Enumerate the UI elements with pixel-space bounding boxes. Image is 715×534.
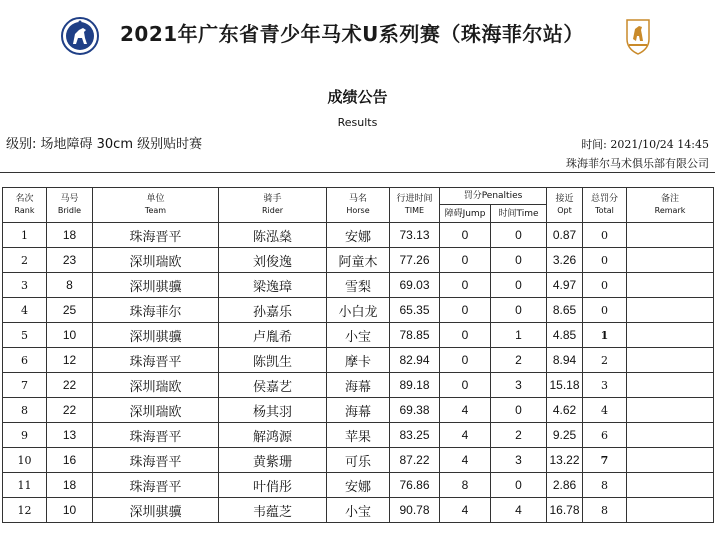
cell-time: 69.03: [390, 273, 440, 298]
cell-bridle: 18: [47, 223, 93, 248]
cell-opt: 0.87: [547, 223, 583, 248]
cell-time: 69.38: [390, 398, 440, 423]
cell-total: 0: [583, 223, 627, 248]
organizer: 珠海菲尔马术俱乐部有限公司: [566, 157, 709, 170]
cell-time: 65.35: [390, 298, 440, 323]
cell-horse: 小宝: [327, 323, 390, 348]
cell-tpen: 1: [491, 323, 547, 348]
cell-jump: 4: [440, 423, 491, 448]
cell-rider: 叶俏彤: [219, 473, 327, 498]
cell-total: 0: [583, 298, 627, 323]
cell-rank: 9: [3, 423, 47, 448]
header-opt: 接近 Opt: [547, 188, 583, 223]
header-bridle: 马号 Bridle: [47, 188, 93, 223]
cell-remark: [627, 298, 714, 323]
cell-rider: 解鸿源: [219, 423, 327, 448]
cell-time: 77.26: [390, 248, 440, 273]
cell-horse: 小宝: [327, 498, 390, 523]
header-penalties: 罚分Penalties: [440, 188, 547, 205]
cell-total: 4: [583, 398, 627, 423]
cell-opt: 2.86: [547, 473, 583, 498]
cell-tpen: 0: [491, 473, 547, 498]
cell-team: 珠海菲尔: [93, 298, 219, 323]
cell-horse: 安娜: [327, 223, 390, 248]
cell-tpen: 2: [491, 348, 547, 373]
cell-tpen: 0: [491, 273, 547, 298]
cell-opt: 15.18: [547, 373, 583, 398]
cell-opt: 8.94: [547, 348, 583, 373]
cell-opt: 3.26: [547, 248, 583, 273]
cell-time: 78.85: [390, 323, 440, 348]
header-team: 单位 Team: [93, 188, 219, 223]
cell-rider: 孙嘉乐: [219, 298, 327, 323]
cell-remark: [627, 223, 714, 248]
cell-remark: [627, 448, 714, 473]
table-row: [3, 423, 714, 448]
cell-rank: 5: [3, 323, 47, 348]
cell-tpen: 3: [491, 373, 547, 398]
cell-jump: 0: [440, 298, 491, 323]
cell-rider: 陈凯生: [219, 348, 327, 373]
cell-rank: 4: [3, 298, 47, 323]
cell-time: 83.25: [390, 423, 440, 448]
cell-bridle: 22: [47, 373, 93, 398]
cell-total: 0: [583, 248, 627, 273]
cell-rank: 2: [3, 248, 47, 273]
cell-horse: 可乐: [327, 448, 390, 473]
cell-opt: 16.78: [547, 498, 583, 523]
cell-rider: 梁逸璋: [219, 273, 327, 298]
table-row: [3, 473, 714, 498]
level-label: 级别: 场地障碍 30cm 级别贴时赛: [6, 137, 203, 152]
cell-rank: 3: [3, 273, 47, 298]
cell-bridle: 16: [47, 448, 93, 473]
cell-bridle: 22: [47, 398, 93, 423]
cell-rank: 12: [3, 498, 47, 523]
cell-jump: 4: [440, 498, 491, 523]
header-time-penalty: 时间Time: [491, 205, 547, 223]
cell-jump: 0: [440, 223, 491, 248]
cell-tpen: 3: [491, 448, 547, 473]
cell-bridle: 12: [47, 348, 93, 373]
cell-horse: 苹果: [327, 423, 390, 448]
cell-team: 珠海晋平: [93, 223, 219, 248]
cell-tpen: 0: [491, 248, 547, 273]
cell-jump: 0: [440, 373, 491, 398]
cell-time: 76.86: [390, 473, 440, 498]
cell-team: 深圳骐骥: [93, 498, 219, 523]
cell-time: 87.22: [390, 448, 440, 473]
cell-jump: 8: [440, 473, 491, 498]
cell-jump: 4: [440, 398, 491, 423]
cell-tpen: 0: [491, 298, 547, 323]
table-row: [3, 373, 714, 398]
cell-time: 73.13: [390, 223, 440, 248]
cell-total: 2: [583, 348, 627, 373]
header-remark: 备注 Remark: [627, 188, 714, 223]
cell-total: 8: [583, 473, 627, 498]
cell-rank: 11: [3, 473, 47, 498]
table-row: [3, 398, 714, 423]
cell-opt: 13.22: [547, 448, 583, 473]
cell-team: 深圳瑞欧: [93, 248, 219, 273]
header-total: 总罚分 Total: [583, 188, 627, 223]
cell-opt: 4.62: [547, 398, 583, 423]
cell-horse: 雪梨: [327, 273, 390, 298]
cell-opt: 4.85: [547, 323, 583, 348]
cell-total: 0: [583, 273, 627, 298]
cell-remark: [627, 373, 714, 398]
cell-rider: 韦蕴芝: [219, 498, 327, 523]
cell-remark: [627, 498, 714, 523]
cell-rank: 10: [3, 448, 47, 473]
cell-remark: [627, 248, 714, 273]
table-row: [3, 298, 714, 323]
table-row: [3, 323, 714, 348]
cell-horse: 海幕: [327, 398, 390, 423]
cell-time: 90.78: [390, 498, 440, 523]
cell-total: 1: [583, 323, 627, 348]
club-logo-icon: [623, 17, 653, 57]
cell-bridle: 10: [47, 498, 93, 523]
cell-rider: 杨其羽: [219, 398, 327, 423]
cell-rider: 刘俊逸: [219, 248, 327, 273]
cell-rank: 1: [3, 223, 47, 248]
cell-team: 深圳骐骥: [93, 323, 219, 348]
cell-tpen: 0: [491, 398, 547, 423]
cell-horse: 摩卡: [327, 348, 390, 373]
cell-bridle: 18: [47, 473, 93, 498]
cell-team: 珠海晋平: [93, 423, 219, 448]
cell-rank: 6: [3, 348, 47, 373]
cell-tpen: 0: [491, 223, 547, 248]
cell-remark: [627, 323, 714, 348]
cell-team: 珠海晋平: [93, 448, 219, 473]
cell-team: 珠海晋平: [93, 473, 219, 498]
cell-jump: 0: [440, 273, 491, 298]
cell-bridle: 23: [47, 248, 93, 273]
cell-remark: [627, 273, 714, 298]
header-rank: 名次 Rank: [3, 188, 47, 223]
cell-jump: 0: [440, 348, 491, 373]
cell-horse: 小白龙: [327, 298, 390, 323]
cell-bridle: 25: [47, 298, 93, 323]
cell-team: 深圳瑞欧: [93, 398, 219, 423]
table-row: [3, 348, 714, 373]
table-row: [3, 448, 714, 473]
cell-rider: 卢胤希: [219, 323, 327, 348]
cell-jump: 0: [440, 248, 491, 273]
cell-remark: [627, 398, 714, 423]
cell-horse: 阿童木: [327, 248, 390, 273]
cell-rank: 7: [3, 373, 47, 398]
header-horse: 马名 Horse: [327, 188, 390, 223]
cell-rider: 黄紫珊: [219, 448, 327, 473]
cell-bridle: 13: [47, 423, 93, 448]
cell-remark: [627, 423, 714, 448]
cell-tpen: 4: [491, 498, 547, 523]
divider: [0, 172, 715, 173]
table-row: [3, 273, 714, 298]
table-row: [3, 248, 714, 273]
cell-total: 3: [583, 373, 627, 398]
cell-remark: [627, 348, 714, 373]
header-jump: 障碍Jump: [440, 205, 491, 223]
cell-remark: [627, 473, 714, 498]
cell-total: 7: [583, 448, 627, 473]
association-emblem-icon: [61, 16, 99, 56]
cell-total: 6: [583, 423, 627, 448]
cell-opt: 9.25: [547, 423, 583, 448]
cell-tpen: 2: [491, 423, 547, 448]
cell-horse: 安娜: [327, 473, 390, 498]
cell-opt: 4.97: [547, 273, 583, 298]
cell-jump: 4: [440, 448, 491, 473]
cell-rank: 8: [3, 398, 47, 423]
cell-team: 深圳瑞欧: [93, 373, 219, 398]
event-title: 2021年广东省青少年马术U系列赛（珠海菲尔站）: [120, 22, 584, 46]
cell-time: 89.18: [390, 373, 440, 398]
cell-bridle: 10: [47, 323, 93, 348]
doc-title: 成绩公告: [327, 88, 388, 106]
table-row: [3, 498, 714, 523]
header-time: 行进时间 TIME: [390, 188, 440, 223]
cell-horse: 海幕: [327, 373, 390, 398]
header-rider: 骑手 Rider: [219, 188, 327, 223]
cell-opt: 8.65: [547, 298, 583, 323]
cell-total: 8: [583, 498, 627, 523]
cell-team: 珠海晋平: [93, 348, 219, 373]
cell-rider: 侯嘉艺: [219, 373, 327, 398]
table-row: [3, 223, 714, 248]
cell-rider: 陈泓燊: [219, 223, 327, 248]
cell-time: 82.94: [390, 348, 440, 373]
timestamp: 时间: 2021/10/24 14:45: [581, 138, 709, 151]
doc-subtitle: Results: [337, 116, 378, 129]
results-table: [2, 187, 714, 523]
cell-bridle: 8: [47, 273, 93, 298]
cell-team: 深圳骐骥: [93, 273, 219, 298]
cell-jump: 0: [440, 323, 491, 348]
